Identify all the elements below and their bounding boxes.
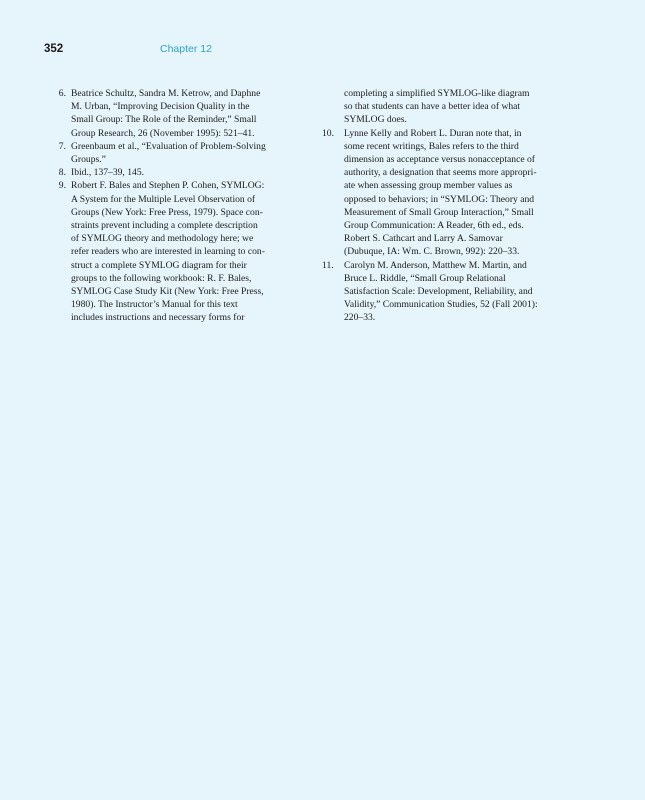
note-line: Measurement of Small Group Interaction,” Small [344,206,534,218]
page-header [44,43,212,55]
note-line: Greenbaum et al., “Evaluation of Problem-Solving [71,140,266,152]
notes-column-right [322,87,570,325]
note-line: so that students can have a better idea of what [344,101,521,113]
note-10 [322,127,570,259]
chapter-title: Chapter 12 [160,43,212,55]
note-8 [48,166,294,179]
note-line: authority, a designation that seems more appropri- [344,167,537,179]
notes-column-left [48,87,294,325]
note-number: 6. [58,88,66,99]
note-line: M. Urban, “Improving Decision Quality in the [71,101,250,113]
note-line: dimension as acceptance versus nonacceptance of [344,154,535,166]
note-line: Satisfaction Scale: Development, Reliability, and [344,286,533,298]
note-line: completing a simplified SYMLOG-like diagram [344,88,530,99]
note-9-continuation [322,87,570,127]
note-number: 11. [322,259,334,271]
note-line: Validity,” Communication Studies, 52 (Fall 2001): [344,299,538,311]
note-line: Ibid., 137–39, 145. [71,167,145,179]
note-line: some recent writings, Bales refers to the third [344,140,519,152]
note-line: (Dubuque, IA: Wm. C. Brown, 992): 220–33. [344,246,520,258]
note-number: 8. [58,167,66,179]
note-line: Robert F. Bales and Stephen P. Cohen, SYMLOG: [71,180,265,192]
note-line: Groups.” [71,154,106,166]
note-line: Beatrice Schultz, Sandra M. Ketrow, and Daphne [71,88,261,99]
note-line: 220–33. [344,312,376,324]
note-9 [48,179,294,324]
note-line: Groups (New York: Free Press, 1979). Space con- [71,206,263,218]
note-line: SYMLOG does. [344,114,407,126]
note-line: Carolyn M. Anderson, Matthew M. Martin, and [344,259,527,271]
note-line: opposed to behaviors; in “SYMLOG: Theory and [344,193,535,205]
note-line: Group Research, 26 (November 1995): 521–41. [71,127,255,139]
note-number: 10. [322,127,334,139]
note-line: Lynne Kelly and Robert L. Duran note that, in [344,127,522,139]
note-line: Robert S. Cathcart and Larry A. Samovar [344,233,503,245]
note-line: straints prevent including a complete description [71,220,258,232]
note-number: 9. [58,180,66,192]
note-line: struct a complete SYMLOG diagram for their [71,259,247,271]
page-number: 352 [44,43,64,55]
note-line: groups to the following workbook: R. F. Bales, [71,272,252,284]
note-line: of SYMLOG theory and methodology here; we [71,233,254,245]
note-11 [322,259,570,325]
note-line: includes instructions and necessary forms for [71,312,245,324]
note-line: SYMLOG Case Study Kit (New York: Free Press, [71,286,264,298]
note-line: ate when assessing group member values as [344,180,513,192]
note-7 [48,140,294,166]
note-line: A System for the Multiple Level Observation of [71,193,256,205]
note-line: refer readers who are interested in learning to con- [71,246,265,258]
note-line: Bruce L. Riddle, “Small Group Relational [344,272,506,284]
note-line: Small Group: The Role of the Reminder,” Small [71,114,257,126]
note-line: 1980). The Instructor’s Manual for this text [71,299,238,311]
note-6 [48,87,294,140]
note-number: 7. [58,140,66,152]
note-line: Group Communication: A Reader, 6th ed., eds. [344,220,524,232]
